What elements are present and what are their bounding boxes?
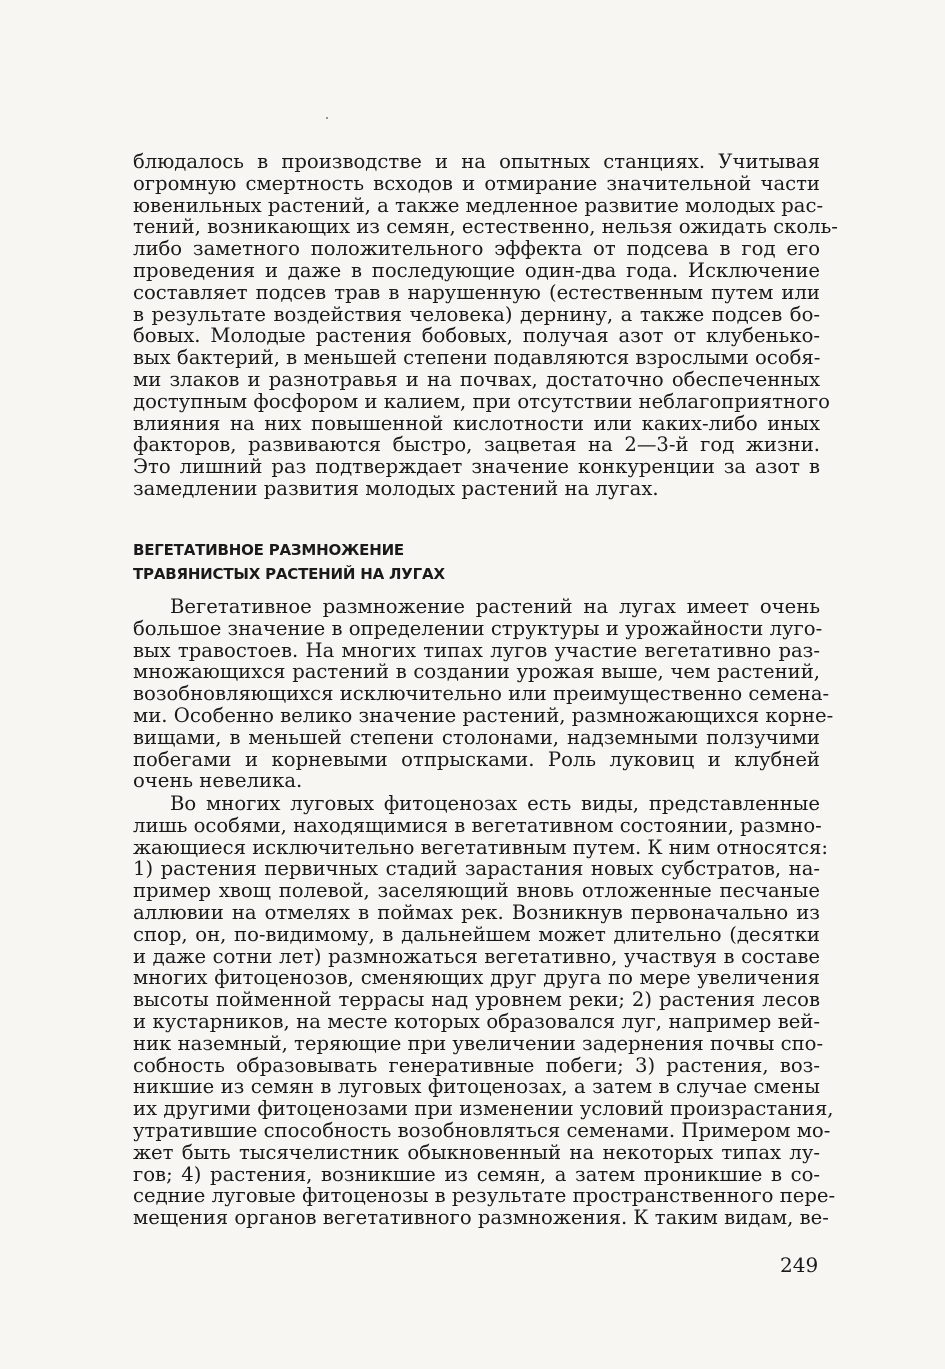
text-line: вых бактерий, в меньшей степени подавляются взрослыми особя- (133, 346, 821, 370)
text-line: пример хвощ полевой, заселяющий вновь отложенные песчаные (133, 879, 820, 903)
text-line: тений, возникающих из семян, естественно, нельзя ожидать сколь- (133, 215, 838, 239)
page-number: 249 (780, 1253, 819, 1277)
text-line: бовых. Молодые растения бобовых, получая азот от клубенько- (133, 324, 820, 348)
text-line: их другими фитоценозами при изменении условий произрастания, (133, 1097, 834, 1121)
text-line: мещения органов вегетативного размножения. К таким видам, ве- (133, 1206, 829, 1230)
text-line: собность образовывать генеративные побеги; 3) растения, воз- (133, 1053, 820, 1077)
text-line: и кустарников, на месте которых образовался луг, например вей- (133, 1009, 820, 1033)
text-line: в результате воздействия человека) дернину, а также подсев бо- (133, 302, 820, 326)
paragraph-vegetative-intro (133, 595, 834, 793)
section-heading (133, 538, 445, 586)
text-line: Во многих луговых фитоценозах есть виды, представленные (170, 792, 820, 815)
text-line: доступным фосфором и калием, при отсутствии неблагоприятного (133, 389, 830, 413)
text-line: ми. Особенно велико значение растений, размножающихся корне- (133, 703, 834, 727)
heading-line-2: ТРАВЯНИСТЫХ РАСТЕНИЙ НА ЛУГАХ (133, 565, 445, 583)
text-line: лишь особями, находящимися в вегетативном состоянии, размно- (133, 813, 822, 837)
text-line: утратившие способность возобновляться семенами. Примером мо- (133, 1118, 831, 1142)
text-line: влияния на них повышенной кислотности или каких-либо иных (133, 411, 820, 435)
text-line: жет быть тысячелистник обыкновенный на некоторых типах лу- (133, 1140, 820, 1164)
text-line: возобновляющихся исключительно или преимущественно семена- (133, 682, 830, 706)
paragraph-top (133, 150, 838, 500)
text-line: огромную смертность всходов и отмирание значительной части (133, 171, 820, 195)
text-line: многих фитоценозов, сменяющих друг друга по мере увеличения (133, 966, 820, 990)
text-line: Это лишний раз подтверждает значение конкуренции за азот в (133, 455, 820, 479)
text-line: седние луговые фитоценозы в результате пространственного пере- (133, 1184, 836, 1208)
text-line: никшие из семян в луговых фитоценозах, а затем в случае смены (133, 1075, 820, 1099)
text-line: спор, он, по-видимому, в дальнейшем может длительно (десятки (133, 922, 820, 946)
text-line: ювенильных растений, а также медленное развитие молодых рас- (133, 193, 824, 217)
text-line: высоты пойменной террасы над уровнем реки; 2) растения лесов (133, 988, 820, 1012)
text-line: проведения и даже в последующие один-два года. Исключение (133, 258, 820, 282)
text-line: и даже сотни лет) размножаться вегетативно, участвуя в составе (133, 944, 820, 968)
text-line: факторов, развиваются быстро, зацветая на 2—3-й год жизни. (133, 433, 820, 457)
text-line: вищами, в меньшей степени столонами, надземными ползучими (133, 725, 820, 749)
text-line: вых травостоев. На многих типах лугов участие вегетативно раз- (133, 638, 820, 662)
text-line: очень невелика. (133, 769, 303, 793)
text-line: 1) растения первичных стадий зарастания новых субстратов, на- (133, 857, 820, 881)
text-line: множающихся растений в создании урожая выше, чем растений, (133, 660, 820, 684)
text-line: жающиеся исключительно вегетативным путем. К ним относятся: (133, 835, 828, 859)
text-line: гов; 4) растения, возникшие из семян, а затем проникшие в со- (133, 1162, 820, 1186)
text-line: либо заметного положительного эффекта от подсева в год его (133, 237, 820, 261)
text-line: ми злаков и разнотравья и на почвах, достаточно обеспеченных (133, 367, 820, 391)
text-line: большое значение в определении структуры и урожайности луго- (133, 616, 823, 640)
text-line: блюдалось в производстве и на опытных станциях. Учитывая (133, 150, 820, 173)
text-line: аллювии на отмелях в поймах рек. Возникнув первоначально из (133, 900, 820, 924)
heading-line-1: ВЕГЕТАТИВНОЕ РАЗМНОЖЕНИЕ (133, 541, 404, 559)
text-line: замедлении развития молодых растений на лугах. (133, 476, 659, 500)
text-line: Вегетативное размножение растений на лугах имеет очень (170, 595, 820, 618)
text-line: побегами и корневыми отпрысками. Роль луковиц и клубней (133, 747, 820, 771)
print-speck (326, 117, 328, 119)
text-line: ник наземный, теряющие при увеличении задернения почвы спо- (133, 1031, 824, 1055)
text-line: составляет подсев трав в нарушенную (естественным путем или (133, 280, 820, 304)
paragraph-vegetative-species (133, 792, 836, 1230)
